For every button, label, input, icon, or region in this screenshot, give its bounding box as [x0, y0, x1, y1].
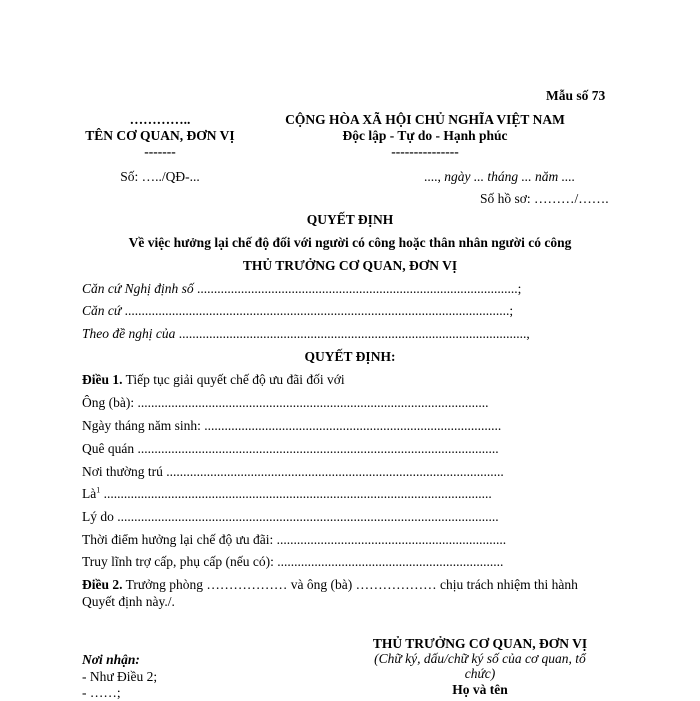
field-name: [82, 395, 488, 411]
recipient-item: - Như Điều 2;: [82, 669, 158, 684]
field-birth-date: [82, 418, 501, 434]
article-2-continued: Quyết định này./.: [82, 594, 175, 609]
field-label: Là: [82, 486, 97, 501]
field-residence: [82, 464, 504, 480]
decision-subject: Về việc hưởng lại chế độ đối với người có công hoặc thân nhân người có công: [128, 235, 572, 250]
signature-note-1: (Chữ ký, dấu/chữ ký số của cơ quan, tổ: [374, 651, 586, 666]
field-label: Ngày tháng năm sinh:: [82, 418, 201, 433]
field-status: [82, 486, 492, 502]
field-dots: ....................................................................................................: [162, 464, 504, 479]
signature-note-2: chức): [464, 666, 496, 681]
document-number: Số: …../QĐ-...: [120, 169, 200, 184]
left-dots: …………..: [129, 112, 191, 127]
field-hometown: [82, 441, 499, 457]
article-2: [82, 577, 578, 593]
decision-title: QUYẾT ĐỊNH: [306, 212, 394, 227]
date-place: ....,: [424, 169, 441, 184]
form-number: Mẫu số 73: [546, 88, 606, 103]
field-reason: [82, 509, 499, 525]
article-1-label: Điều 1.: [82, 372, 123, 387]
field-dots: ...........................................................................................................: [134, 441, 499, 456]
signer-name: Họ và tên: [452, 682, 508, 697]
field-label: Nơi thường trú: [82, 464, 163, 479]
field-dots: ........................................................................................: [200, 418, 502, 433]
basis-dots: ..................................................................................................................;: [121, 303, 514, 318]
file-number: Số hồ sơ: ………/…….: [480, 191, 609, 206]
basis-line-1: [82, 281, 521, 297]
field-label: Thời điểm hưởng lại chế độ ưu đãi:: [82, 532, 274, 547]
field-dots: ........................................................................................................: [134, 395, 489, 410]
right-divider: ---------------: [391, 144, 459, 159]
basis-line-3: [82, 326, 530, 342]
basis-line-2: [82, 303, 513, 319]
country-name: CỘNG HÒA XÃ HỘI CHỦ NGHĨA VIỆT NAM: [285, 112, 565, 127]
field-resume-date: [82, 532, 506, 548]
field-label: Quê quán: [82, 441, 135, 456]
field-dots: .................................................................................................................: [113, 509, 499, 524]
basis-label: Căn cứ Nghị định số: [82, 281, 194, 296]
recipient-item: - ……;: [82, 685, 121, 700]
agency-name: TÊN CƠ QUAN, ĐƠN VỊ: [85, 128, 235, 143]
issuing-authority: THỦ TRƯỞNG CƠ QUAN, ĐƠN VỊ: [242, 258, 458, 273]
recipients-heading: Nơi nhận:: [82, 652, 140, 667]
article-1-text: Tiếp tục giải quyết chế độ ưu đãi đối với: [122, 372, 345, 387]
field-arrears: [82, 554, 503, 570]
footnote-marker: 1: [96, 485, 101, 495]
signature-title: THỦ TRƯỞNG CƠ QUAN, ĐƠN VỊ: [372, 636, 588, 651]
article-2-label: Điều 2.: [82, 577, 123, 592]
article-2-text: Trưởng phòng ……………… và ông (bà) ……………… chịu trách nhiệm thi hành: [122, 577, 578, 592]
article-1: [82, 372, 345, 388]
date-line: [424, 169, 575, 185]
left-divider: -------: [144, 144, 176, 159]
field-label: Ông (bà):: [82, 395, 135, 410]
basis-label: Căn cứ: [82, 303, 122, 318]
decision-heading: QUYẾT ĐỊNH:: [304, 349, 396, 364]
date-text: ngày ... tháng ... năm ....: [440, 169, 576, 184]
field-dots: ...................................................................: [273, 554, 504, 569]
field-label: Lý do: [82, 509, 114, 524]
basis-dots: ...............................................................................................;: [193, 281, 522, 296]
motto: Độc lập - Tự do - Hạnh phúc: [342, 128, 508, 143]
basis-dots: .......................................................................................................,: [175, 326, 530, 341]
field-dots: ...................................................................................................................: [100, 486, 492, 501]
basis-label: Theo đề nghị của: [82, 326, 176, 341]
field-label: Truy lĩnh trợ cấp, phụ cấp (nếu có):: [82, 554, 274, 569]
field-dots: ....................................................................: [273, 532, 507, 547]
